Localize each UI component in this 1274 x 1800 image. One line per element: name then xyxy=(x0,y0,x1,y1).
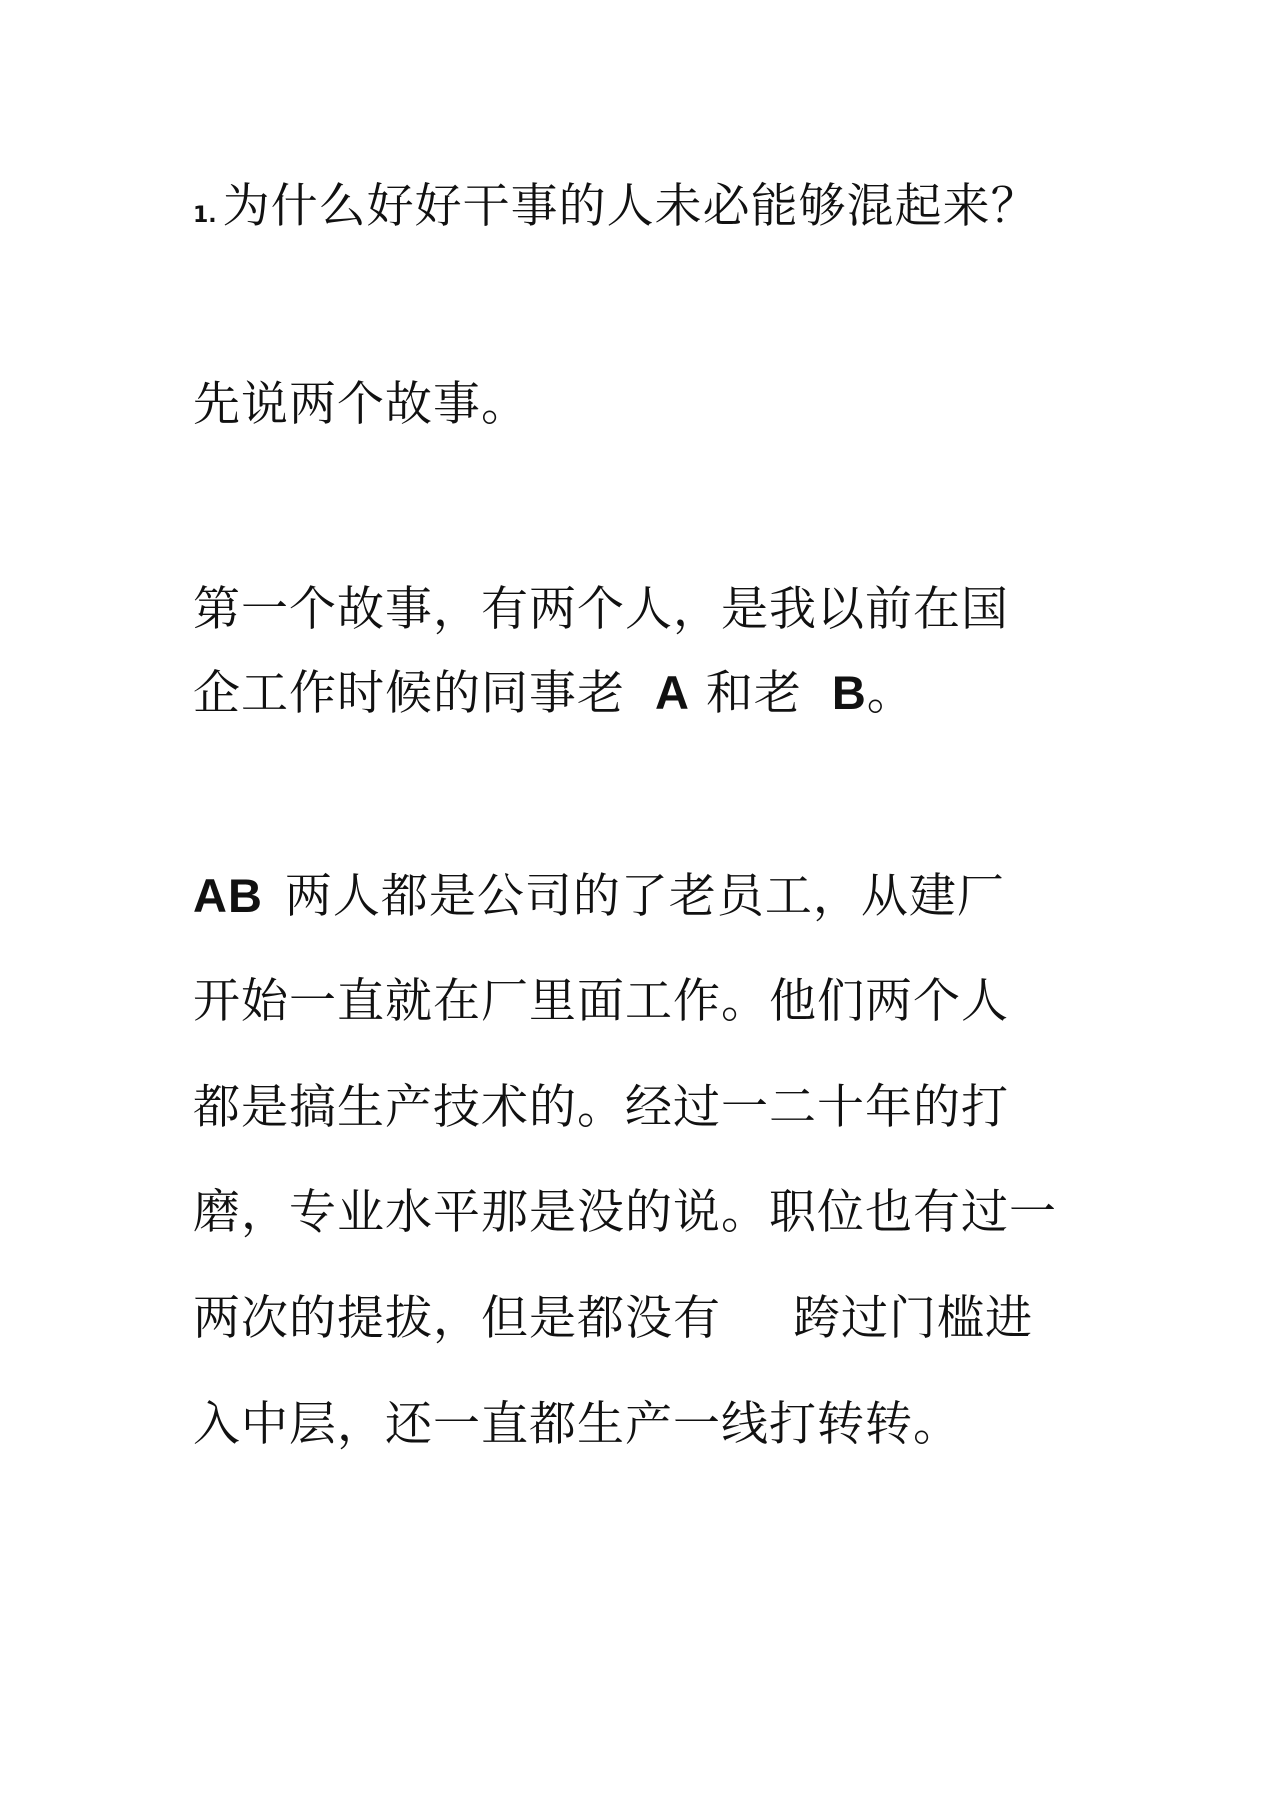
para-line4: 磨，专业水平那是没的说。职位也有过一 xyxy=(193,1185,1057,1240)
story1-line2-b: 和老 xyxy=(705,666,802,721)
story1-line2 xyxy=(193,663,915,724)
story1-line2-a: 企工作时候的同事老 xyxy=(193,666,625,721)
para-line5-a: 两次的提拔，但是都没有 xyxy=(193,1291,721,1346)
para-line6: 入中层，还一直都生产一线打转转。 xyxy=(193,1397,961,1452)
name-b: B xyxy=(831,666,867,719)
para-line1 xyxy=(193,866,1005,927)
story1-line2-end: 。 xyxy=(866,666,915,721)
heading-text: 为什么好好干事的人未必能够混起来？ xyxy=(222,179,1039,234)
para-line3: 都是搞生产技术的。经过一二十年的打 xyxy=(193,1080,1009,1135)
name-a: A xyxy=(654,666,690,719)
heading-number: 1. xyxy=(193,203,217,228)
story1-line1: 第一个故事，有两个人，是我以前在国 xyxy=(193,582,1009,637)
para-ab: AB xyxy=(193,869,263,922)
intro-line: 先说两个故事。 xyxy=(193,377,529,432)
para-line1-rest: 两人都是公司的了老员工，从建厂 xyxy=(284,869,1005,924)
heading xyxy=(193,177,1039,246)
para-line5-b: 跨过门槛进 xyxy=(793,1291,1033,1346)
para-line5 xyxy=(193,1289,1033,1349)
para-line2: 开始一直就在厂里面工作。他们两个人 xyxy=(193,974,1009,1029)
